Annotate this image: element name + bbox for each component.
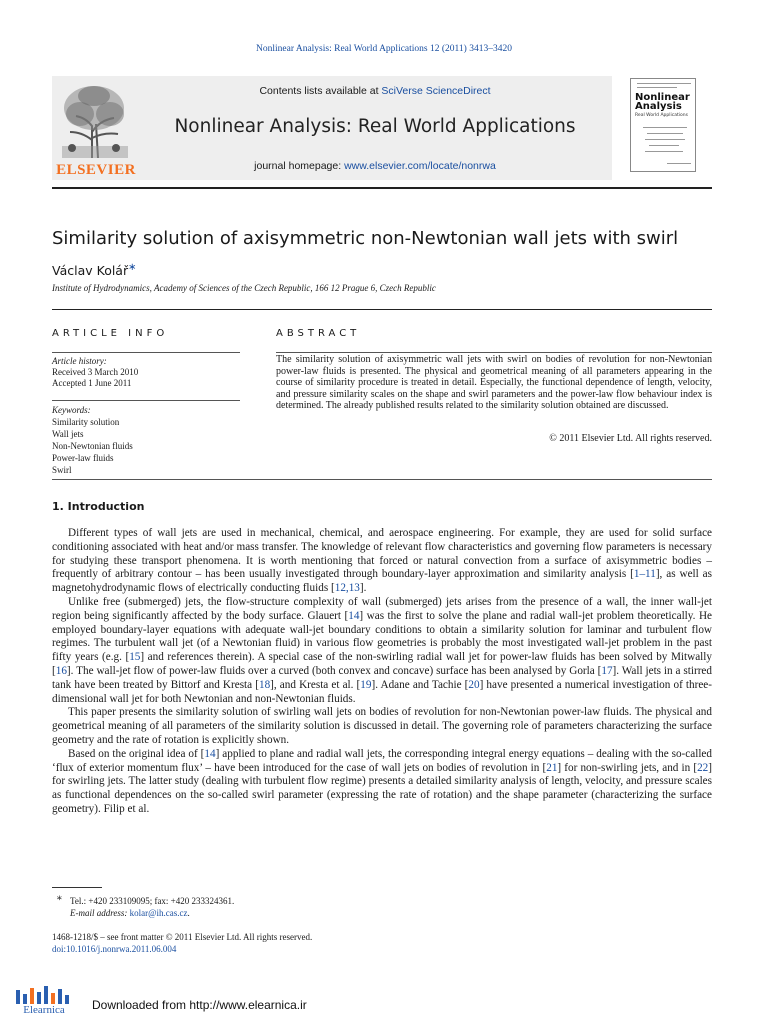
elearnica-wordmark: Elearnica: [23, 1004, 65, 1016]
author-line: [52, 262, 137, 278]
text-run: ] for swirling jets. The latter study (dealing with turbulent flow regime) presents a detailed similarity analysis of length, velocity, and pressure scales as functional dependences on the so-called swirl parameter (expressing the rate of rotation) and the shape parameter (characterizing the surface geometry). Filip et al.: [52, 761, 712, 815]
keyword-item: Swirl: [52, 465, 72, 475]
journal-cover-thumbnail: [630, 78, 696, 172]
text-run: ] and references therein). A special case of the non-swirling radial wall jet for power-law fluids has been solved by Mitwally [: [52, 651, 712, 677]
text-run: ] was the first to solve the plane and radial wall-jet problem theoretically. He employed boundary-layer equations with adequate wall-jet boundary conditions to obtain a similarity solution for laminar and turbulent flow regimes. The turbulent wall jet (of a Newtonian fluid) in various flow geometries is probably the most investigated wall-jet problem in the past fifty years (e.g. [: [52, 609, 712, 664]
cover-title-line-2: Analysis: [635, 101, 682, 112]
footnote-email: [70, 908, 190, 918]
contents-prefix: Contents lists available at: [259, 85, 382, 97]
text-run: Unlike free (submerged) jets, the flow-structure complexity of wall (submerged) jets arises from the presence of a wall, the inner wall-jet region being significantly affected by the body surface. Glauert [: [52, 595, 712, 622]
title-divider: [52, 309, 712, 310]
citation-link[interactable]: 21: [546, 761, 558, 774]
contents-availability: [140, 85, 610, 97]
keywords-rule: [52, 400, 240, 401]
section-heading: 1. Introduction: [52, 500, 145, 513]
journal-homepage: [140, 160, 610, 172]
sciencedirect-link[interactable]: SciVerse ScienceDirect: [381, 85, 491, 97]
citation-link[interactable]: 18: [258, 678, 271, 691]
keyword-item: Wall jets: [52, 429, 84, 439]
text-run: Different types of wall jets are used in mechanical, chemical, and aerospace engineering. For example, they are used for solid surface conditioning associated with heat and/or mass transfer. The knowledge of relevant flow characteristics and governing flow parameters is necessary for studying these transport phenomena. It is worth mentioning that forced or natural convection from a surface of axisymmetric bodies – frequently of arbitrary contour – has been usually investigated through boundary-layer approximation and similarity analysis [: [52, 527, 712, 581]
abstract-rule: [276, 352, 712, 353]
citation-link[interactable]: 15: [129, 651, 141, 664]
cover-subtitle: Real World Applications: [635, 113, 688, 118]
text-run: ] have presented a numerical investigation of three-dimensional wall jet for both Newtonian and non-Newtonian fluids.: [52, 678, 712, 705]
text-run: ].: [359, 582, 367, 595]
text-run: ], as well as magnetohydrodynamic flows of electrically conducting fluids [: [52, 568, 712, 595]
article-info-heading: ARTICLE INFO: [52, 328, 169, 339]
paragraph: [52, 596, 712, 706]
citation-link[interactable]: 14: [204, 747, 216, 760]
footnote-contact: Tel.: +420 233109095; fax: +420 233324361.: [70, 896, 235, 906]
paragraph: [52, 748, 712, 817]
abstract-copyright: © 2011 Elsevier Ltd. All rights reserved.: [549, 433, 712, 444]
received-date: Received 3 March 2010: [52, 367, 139, 377]
homepage-link[interactable]: www.elsevier.com/locate/nonrwa: [344, 160, 496, 172]
journal-title: Nonlinear Analysis: Real World Applications: [174, 116, 576, 137]
journal-reference[interactable]: Nonlinear Analysis: Real World Applications 12 (2011) 3413–3420: [256, 44, 512, 54]
download-source: Downloaded from http://www.elearnica.ir: [92, 998, 307, 1012]
issn-line: 1468-1218/$ – see front matter © 2011 Elsevier Ltd. All rights reserved.: [52, 932, 313, 942]
elsevier-wordmark: ELSEVIER: [56, 162, 136, 178]
text-run: ]. Wall jets in a stirred tank have been treated by Bittorf and Kresta [: [52, 664, 712, 691]
citation-link[interactable]: 1–11: [633, 568, 656, 581]
email-label: E-mail address:: [70, 908, 130, 918]
citation-link[interactable]: 14: [348, 609, 360, 622]
article-title: Similarity solution of axisymmetric non-Newtonian wall jets with swirl: [52, 228, 679, 249]
cover-title-line-1: Nonlinear: [635, 92, 690, 103]
paragraph: This paper presents the similarity solution of swirling wall jets on bodies of revolution for non-Newtonian power-law fluids. The physical and geometrical meaning of all parameters of the similarity solution is discussed in detail. The governing role of parameters characterizing the surface geometry and the rate of rotation is explicitly shown.: [52, 706, 712, 746]
cover-title: [635, 93, 693, 111]
corresponding-author-mark[interactable]: ∗: [128, 262, 137, 273]
abstract-text: The similarity solution of axisymmetric wall jets with swirl on bodies of revolution for non-Newtonian power-law fluids is presented. The physical and geometrical meaning of all parameters appearing in the course of similarity procedure is treated in detail. Especially, the functional dependence of length, velocity, and pressure similarity scales on the shape and swirl parameters and the power-law flow behaviour index is determined. The already published results related to the similarity solution obtained are discussed.: [276, 354, 712, 412]
footnote-rule: [52, 887, 102, 888]
text-run: Based on the original idea of [: [68, 747, 205, 760]
citation-link[interactable]: 20: [468, 678, 480, 691]
author-affiliation: Institute of Hydrodynamics, Academy of Sciences of the Czech Republic, 166 12 Prague 6, Czech Republic: [52, 283, 436, 293]
footnote-mark: ∗: [56, 893, 63, 904]
header-divider: [52, 187, 712, 189]
keyword-item: Power-law fluids: [52, 453, 114, 463]
keywords-label: Keywords:: [52, 405, 91, 415]
citation-link[interactable]: 22: [697, 761, 709, 774]
paragraph: [52, 527, 712, 596]
text-run: ] for non-swirling jets, and in [: [557, 761, 698, 774]
citation-link[interactable]: 16: [55, 664, 67, 677]
keyword-item: Similarity solution: [52, 417, 120, 427]
keyword-item: Non-Newtonian fluids: [52, 441, 133, 451]
citation-link[interactable]: 19: [360, 678, 372, 691]
abstract-divider: [52, 479, 712, 480]
citation-link[interactable]: 12,13: [334, 582, 360, 595]
elsevier-tree-logo: [56, 80, 134, 160]
citation-link[interactable]: 17: [601, 664, 613, 677]
author-name: Václav Kolář: [52, 263, 129, 279]
email-link[interactable]: kolar@ih.cas.cz: [129, 908, 188, 918]
text-run: ] applied to plane and radial wall jets, the corresponding integral energy equations – dealing with the so-called ‘flux of exterior momentum flux’ – have been introduced for the case of wall jets on bodies of revolution in [: [52, 747, 712, 774]
article-info-rule: [52, 352, 240, 353]
doi-link[interactable]: doi:10.1016/j.nonrwa.2011.06.004: [52, 944, 177, 954]
homepage-prefix: journal homepage:: [254, 160, 345, 172]
email-end: .: [187, 908, 190, 918]
body-text: [52, 527, 712, 817]
text-run: ]. The wall-jet flow of power-law fluids over a curved (both convex and concave) surface has been analysed by Gorla [: [66, 664, 602, 677]
article-history-label: Article history:: [52, 356, 107, 366]
text-run: ], and Kresta et al. [: [270, 678, 361, 691]
abstract-heading: ABSTRACT: [276, 328, 361, 339]
text-run: ]. Adane and Tachie [: [371, 678, 469, 691]
elearnica-logo-icon: [14, 984, 74, 1004]
accepted-date: Accepted 1 June 2011: [52, 378, 132, 388]
